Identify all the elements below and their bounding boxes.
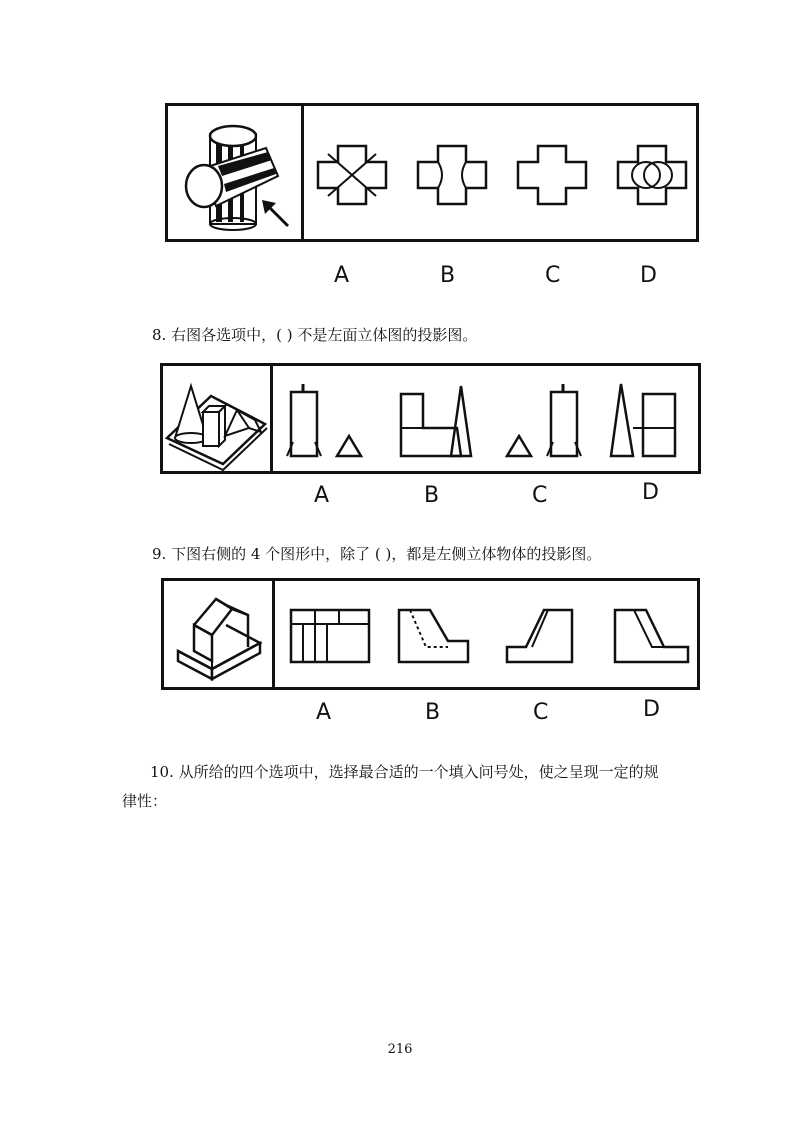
q8-option-b-figure [395,380,475,460]
q9-option-b-figure [396,607,470,665]
q9-option-c-label: C [533,700,549,725]
q8-panel [160,363,701,474]
q7-option-d-figure [616,144,688,206]
q9-panel [161,578,700,690]
q8-option-b-label: B [424,483,440,508]
q8-text: 8. 右图各选项中，( ) 不是左面立体图的投影图。 [152,326,478,344]
q8-option-d-figure [607,380,687,460]
q7-option-a-figure [316,144,388,206]
q8-option-d-label: D [642,480,659,505]
q9-option-b-label: B [425,700,441,725]
q8-solid-figure [163,366,273,471]
q8-option-c-label: C [532,483,548,508]
q7-option-b-label: B [440,263,456,288]
q10-text-line2: 律性： [122,792,168,810]
q9-solid-figure [164,581,275,687]
crossed-cylinders-figure [168,106,301,239]
q7-option-c-figure [516,144,588,206]
q8-option-a-figure [285,382,371,458]
q7-panel [165,103,699,242]
q7-option-b-figure [416,144,488,206]
q9-option-d-label: D [643,697,660,722]
page-number: 216 [387,1042,413,1057]
q9-option-c-figure [504,607,578,665]
q7-solid-figure [168,106,304,239]
q9-option-d-figure [612,607,692,665]
q8-option-a-label: A [314,483,330,508]
cone-and-prisms-figure [163,366,270,471]
q8-option-c-figure [503,382,589,458]
q9-option-a-label: A [316,700,332,725]
stepped-block-figure [164,581,272,687]
q7-option-d-label: D [640,263,657,288]
q9-text: 9. 下图右侧的 4 个图形中，除了 ( )，都是左侧立体物体的投影图。 [152,545,602,563]
q10-text-line1: 10. 从所给的四个选项中，选择最合适的一个填入问号处，使之呈现一定的规 [150,763,659,781]
q7-option-a-label: A [334,263,350,288]
q7-option-c-label: C [545,263,561,288]
q9-option-a-figure [288,607,372,665]
